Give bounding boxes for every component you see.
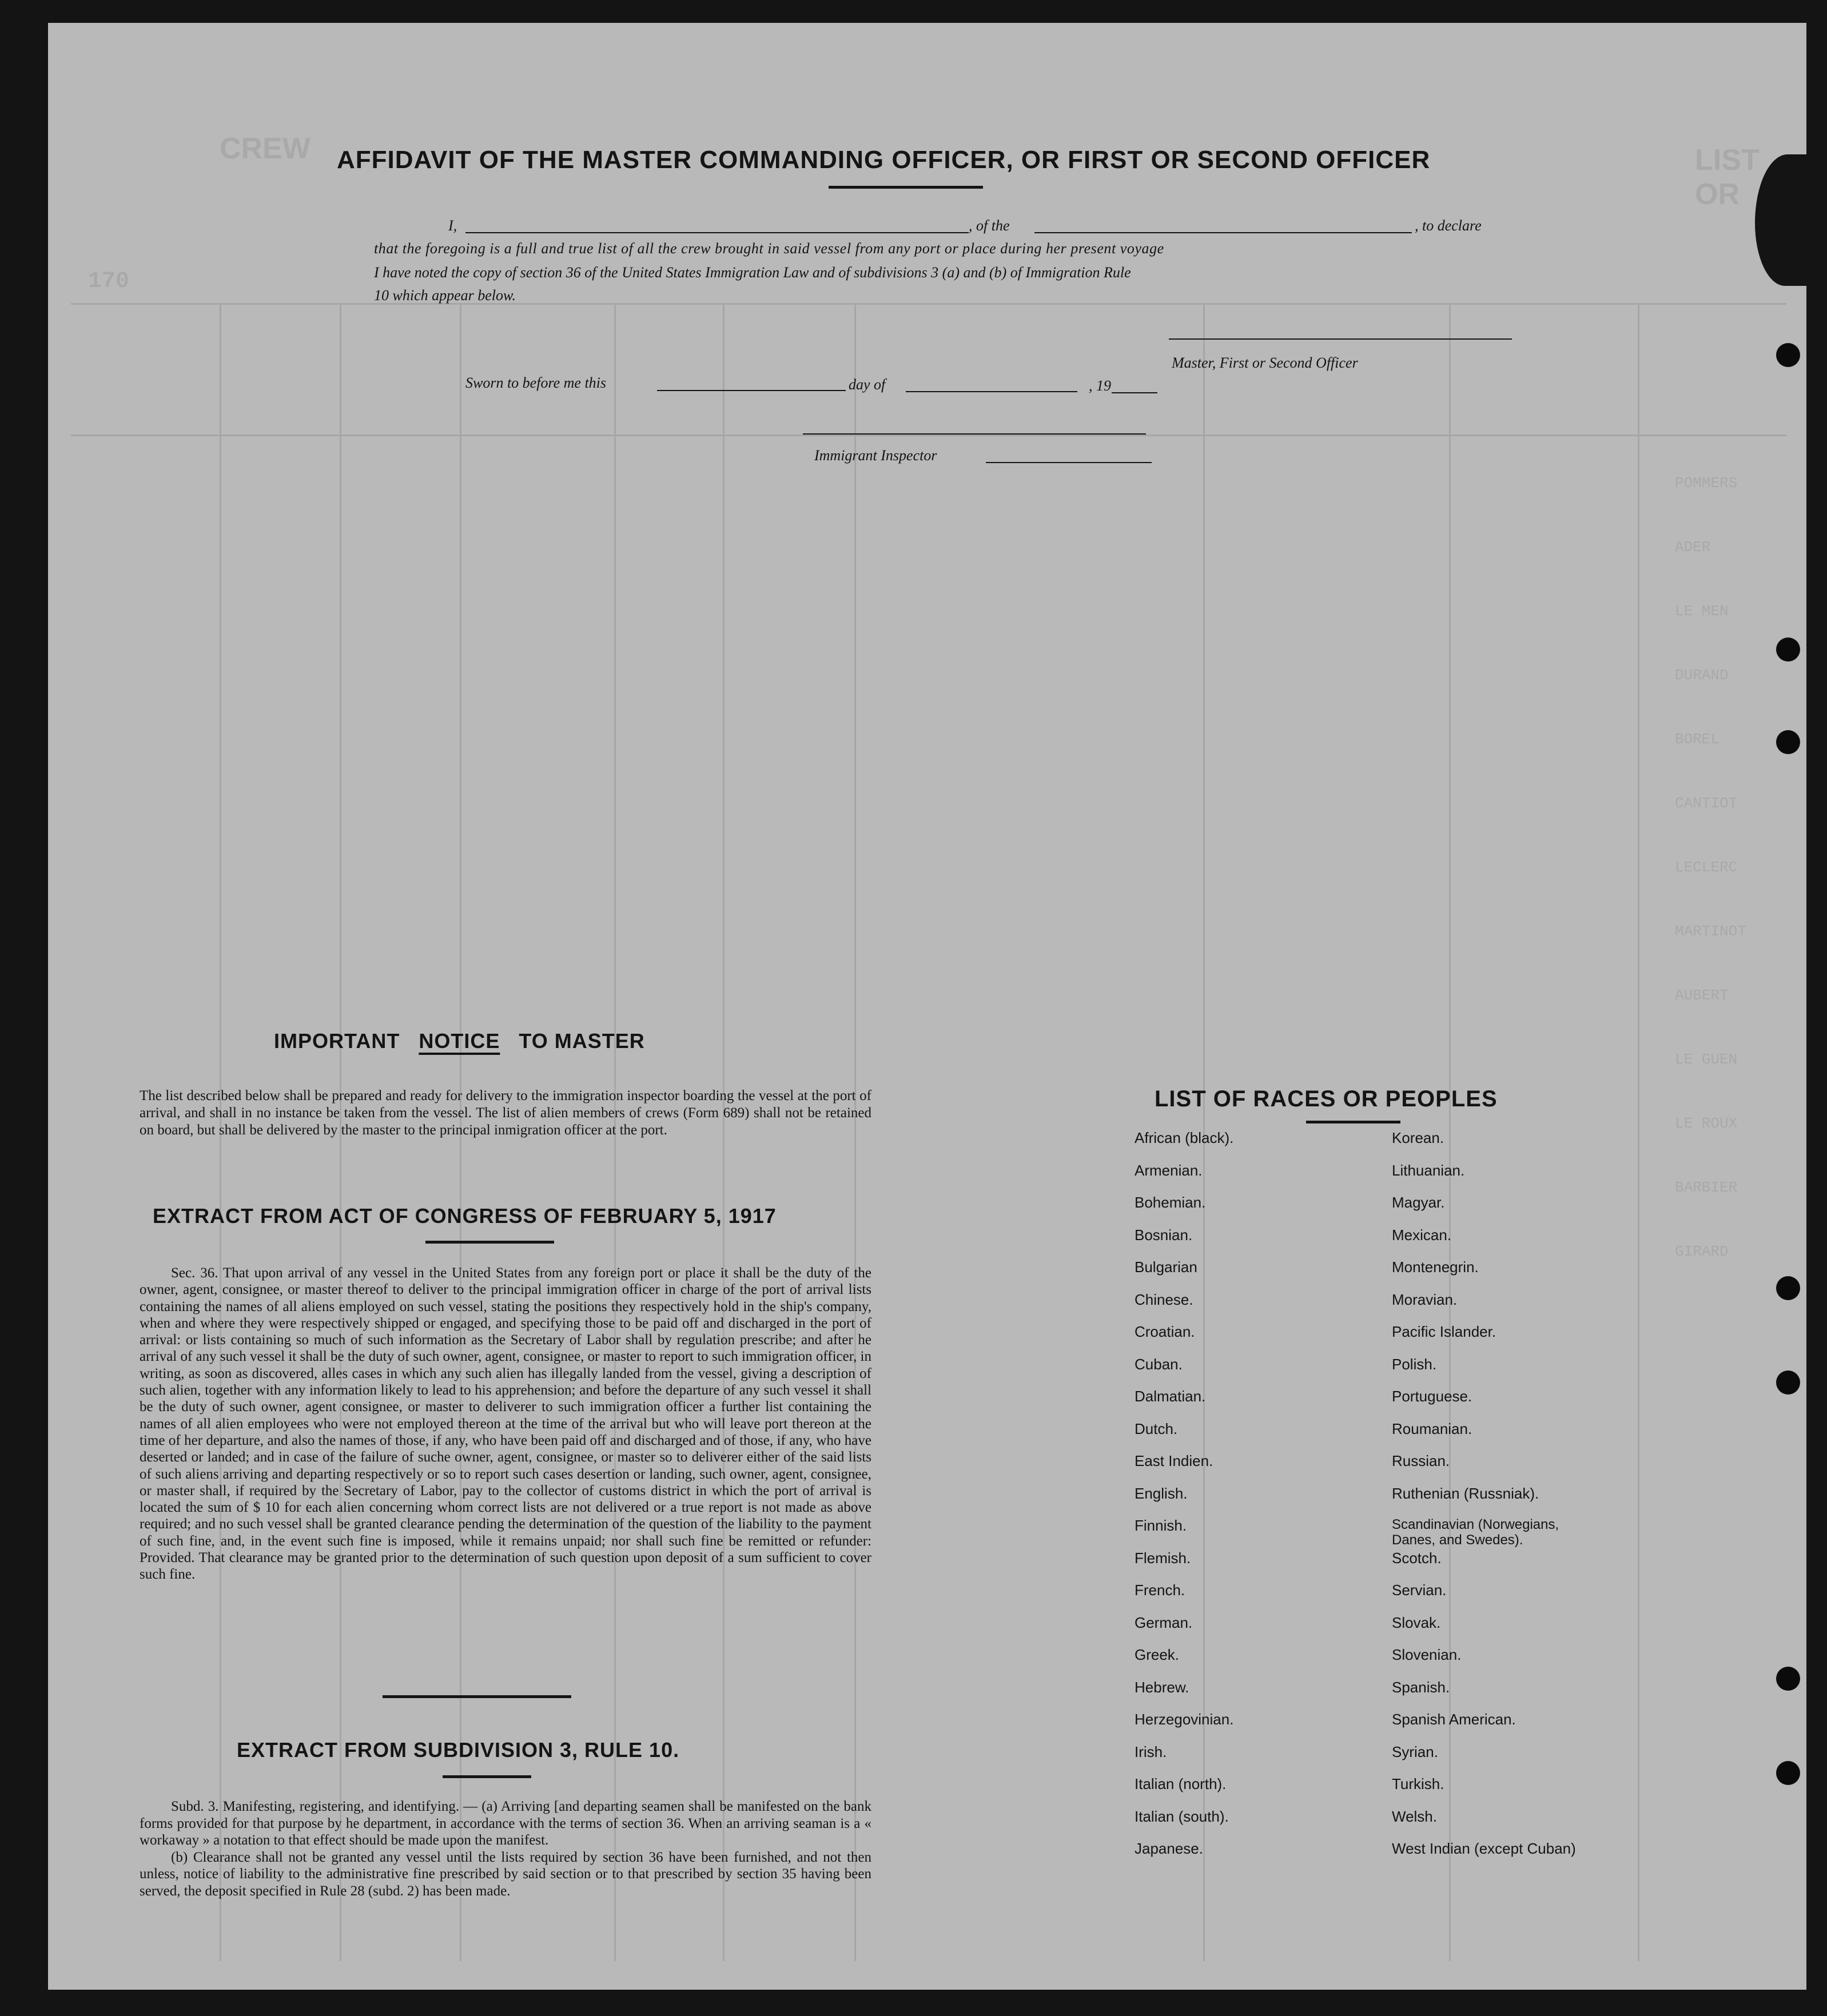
rule-para-b: (b) Clearance shall not be granted any vessel until the lists required by section 36 have been furnished, and not then unless, notice of liability to the administrative fine prescribed by said section or to that prescribed by section 35 having been served, the deposit specified in Rule 28 (subd. 2) has been made.	[140, 1849, 871, 1899]
race-item: Irish.	[1135, 1743, 1167, 1760]
race-item: Herzegovinian.	[1135, 1711, 1234, 1728]
race-item: Slovak.	[1392, 1613, 1441, 1631]
punch-hole	[1776, 1370, 1800, 1395]
punch-hole	[1776, 638, 1800, 662]
race-item: Scotch.	[1392, 1549, 1442, 1567]
race-item: Ruthenian (Russniak).	[1392, 1484, 1539, 1502]
race-item: East Indien.	[1135, 1452, 1213, 1469]
bleed-list-title: LIST OR	[1695, 144, 1760, 211]
punch-hole	[1776, 1667, 1800, 1691]
notice-title-c: TO MASTER	[519, 1029, 645, 1053]
punch-hole	[1776, 1276, 1800, 1300]
race-item: Flemish.	[1135, 1549, 1191, 1567]
document-page	[48, 23, 1806, 1990]
race-item: English.	[1135, 1484, 1188, 1502]
race-item: Cuban.	[1135, 1355, 1183, 1373]
race-item: Mexican.	[1392, 1226, 1452, 1244]
bleed-name: LE GUEN	[1675, 1051, 1738, 1068]
punch-hole	[1776, 730, 1800, 754]
race-item: Turkish.	[1392, 1775, 1444, 1792]
bleed-name: POMMERS	[1675, 475, 1738, 492]
bleed-name: MARTINOT	[1675, 923, 1746, 940]
rule-body	[140, 1798, 871, 1899]
race-item: Dalmatian.	[1135, 1388, 1206, 1405]
bleed-name: GIRARD	[1675, 1243, 1729, 1260]
bleed-name: ADER	[1675, 539, 1711, 556]
notice-title-a: IMPORTANT	[274, 1029, 400, 1053]
race-item: Bulgarian	[1135, 1258, 1197, 1276]
affidavit-line3: I have noted the copy of section 36 of the United States Immigration Law and of subdivisions 3 (a) and (b) of Immigration Rule	[374, 264, 1131, 281]
race-item: Russian.	[1392, 1452, 1450, 1469]
affidavit-title-underline	[829, 186, 983, 189]
race-item: Montenegrin.	[1392, 1258, 1479, 1276]
race-item: Slovenian.	[1392, 1646, 1462, 1663]
notice-title	[274, 1029, 645, 1053]
affidavit-title: AFFIDAVIT OF THE MASTER COMMANDING OFFICER, OR FIRST OR SECOND OFFICER	[337, 146, 1431, 174]
act-title: EXTRACT FROM ACT OF CONGRESS OF FEBRUARY 5, 1917	[153, 1204, 777, 1228]
race-item: Japanese.	[1135, 1840, 1203, 1857]
notice-title-b: NOTICE	[419, 1029, 500, 1053]
race-item: Spanish.	[1392, 1678, 1450, 1696]
bleed-name: BOREL	[1675, 731, 1720, 748]
sworn-blank-year	[1112, 392, 1157, 393]
race-item: Lithuanian.	[1392, 1161, 1465, 1179]
bleed-name: LE MEN	[1675, 603, 1729, 620]
race-item: Servian.	[1392, 1581, 1447, 1599]
races-column-left	[1135, 1129, 1233, 1872]
act-title-underline	[425, 1241, 554, 1244]
act-end-rule	[383, 1695, 571, 1698]
affidavit-line2: that the foregoing is a full and true list of all the crew brought in said vessel from any port or place during her present voyage	[374, 240, 1164, 257]
race-item: Portuguese.	[1392, 1388, 1472, 1405]
race-item: West Indian (except Cuban)	[1392, 1840, 1576, 1857]
inspector-line	[803, 433, 1146, 435]
inspector-label: Immigrant Inspector	[814, 447, 937, 464]
race-item: Bohemian.	[1135, 1194, 1206, 1211]
race-item: German.	[1135, 1613, 1193, 1631]
bleed-table-head	[71, 435, 1786, 436]
race-item: Dutch.	[1135, 1420, 1178, 1437]
sworn-text-b: day of	[849, 376, 886, 393]
races-title: LIST OF RACES OR PEOPLES	[1155, 1086, 1498, 1111]
inspector-blank	[986, 462, 1152, 463]
race-item: African (black).	[1135, 1129, 1234, 1146]
punch-hole	[1776, 1761, 1800, 1785]
race-item: Polish.	[1392, 1355, 1437, 1373]
races-title-underline	[1306, 1121, 1400, 1123]
race-item: Armenian.	[1135, 1161, 1203, 1179]
bleed-name: CANTIOT	[1675, 795, 1738, 812]
race-item: Italian (south).	[1135, 1807, 1229, 1825]
races-column-right	[1392, 1129, 1598, 1872]
race-item: Finnish.	[1135, 1517, 1187, 1534]
race-item: Spanish American.	[1392, 1711, 1516, 1728]
race-item: Hebrew.	[1135, 1678, 1189, 1696]
race-item: Scandinavian (Norwegians, Danes, and Swedes).	[1392, 1517, 1559, 1548]
race-item: Bosnian.	[1135, 1226, 1193, 1244]
race-item: Italian (north).	[1135, 1775, 1227, 1792]
affidavit-line1-b: , of the	[969, 217, 1010, 234]
affidavit-line1-c: , to declare	[1415, 217, 1482, 234]
race-item: Chinese.	[1135, 1290, 1193, 1308]
notice-body: The list described below shall be prepared and ready for delivery to the immigration inspector boarding the vessel at the port of arrival, and shall in no instance be taken from the vessel. The list of alien members of crews (Form 689) shall not be retained on board, but shall be delivered by the master to the principal inmigration officer at the port.	[140, 1088, 871, 1138]
sworn-blank-day	[657, 390, 846, 391]
bleed-page-number: 170	[88, 269, 130, 294]
bleed-name: BARBIER	[1675, 1179, 1738, 1196]
sworn-text-c: , 19	[1089, 377, 1111, 394]
affidavit-line4: 10 which appear below.	[374, 287, 516, 304]
race-item: Pacific Islander.	[1392, 1323, 1496, 1340]
bleed-name: LECLERC	[1675, 859, 1738, 876]
affidavit-blank-name	[465, 232, 969, 233]
race-item: Greek.	[1135, 1646, 1180, 1663]
signature-line	[1169, 338, 1512, 340]
race-item: Moravian.	[1392, 1290, 1458, 1308]
affidavit-blank-vessel	[1034, 232, 1412, 233]
act-body: Sec. 36. That upon arrival of any vessel in the United States from any foreign port or place it shall be the duty of the owner, agent, consignee, or master thereof to deliver to the principal immigration officer in charge of the port of arrival lists containing the names of all aliens employed on such vessel, stating the positions they respectively hold in the ship's company, when and where they were respectively shipped or engaged, and specifying those to be paid off and discharged in the port of arrival: or lists containing so much of such information as the Secretary of Labor shall by regulation prescribe; and after he arrival of any such vessel it shall be the duty of such owner, agent, consignee, or master to report to such immigration officer, in writing, as soon as discovered, alles cases in which any such alien has illegally landed from the vessel, giving a description of such alien, together with any information likely to lead to his apprehension; and before the departure of any such vessel it shall be the duty of such owner, agent consignee, or master to deliverer to such immigration officer a further list containing the names of all alien employees who were not employed thereon at the time of the arrival but who will leave port thereon at the time of her departure, and also the names of those, if any, who have been paid off and discharged and of those, if any, who have deserted or landed; and in case of the failure of suche owner, agent, consignee, or master so to deliverer either of the said lists of such aliens arriving and departing respectively or so to report such cases desertion or landing, such owner, agent, consignee, or master shall, if required by the Secretary of Labor, pay to the collector of customs district in which the port of arrival is located the sum of $ 10 for each alien concerning whom correct lists are not delivered or a true report is not made as above required; and no such vessel shall be granted clearance pending the determination of the question of the liability to the payment of such fine, and, in the event such fine is imposed, while it remains unpaid; nor shall such fine be remitted or refunder: Provided. That clearance may be granted prior to the determination of such question upon deposit of a sum sufficient to cover such fine.	[140, 1265, 871, 1583]
rule-title-underline	[443, 1775, 531, 1778]
bleed-crew: CREW	[220, 132, 311, 165]
signature-label: Master, First or Second Officer	[1172, 354, 1358, 371]
rule-para-a: Subd. 3. Manifesting, registering, and identifying. — (a) Arriving [and departing seamen shall be manifested on the bank forms provided for that purpose by he department, in accordance with the terms of section 36. When an arriving seaman is a « workaway » a notation to that effect should be made upon the manifest.	[140, 1799, 871, 1848]
race-item: Korean.	[1392, 1129, 1444, 1146]
punch-hole	[1776, 343, 1800, 367]
bleed-table-top	[71, 303, 1786, 305]
bleed-col	[1638, 303, 1639, 1961]
bleed-name: LE ROUX	[1675, 1115, 1738, 1132]
sworn-blank-month	[906, 391, 1077, 392]
race-item: Magyar.	[1392, 1194, 1445, 1211]
race-item: Roumanian.	[1392, 1420, 1472, 1437]
race-item: Croatian.	[1135, 1323, 1195, 1340]
bleed-name: AUBERT	[1675, 987, 1729, 1004]
race-item: Welsh.	[1392, 1807, 1437, 1825]
race-item: French.	[1135, 1581, 1185, 1599]
sworn-text-a: Sworn to before me this	[465, 374, 607, 391]
bleed-name: DURAND	[1675, 667, 1729, 684]
race-item: Syrian.	[1392, 1743, 1438, 1760]
rule-title: EXTRACT FROM SUBDIVISION 3, RULE 10.	[237, 1738, 680, 1762]
affidavit-line1-a: I,	[448, 217, 457, 234]
